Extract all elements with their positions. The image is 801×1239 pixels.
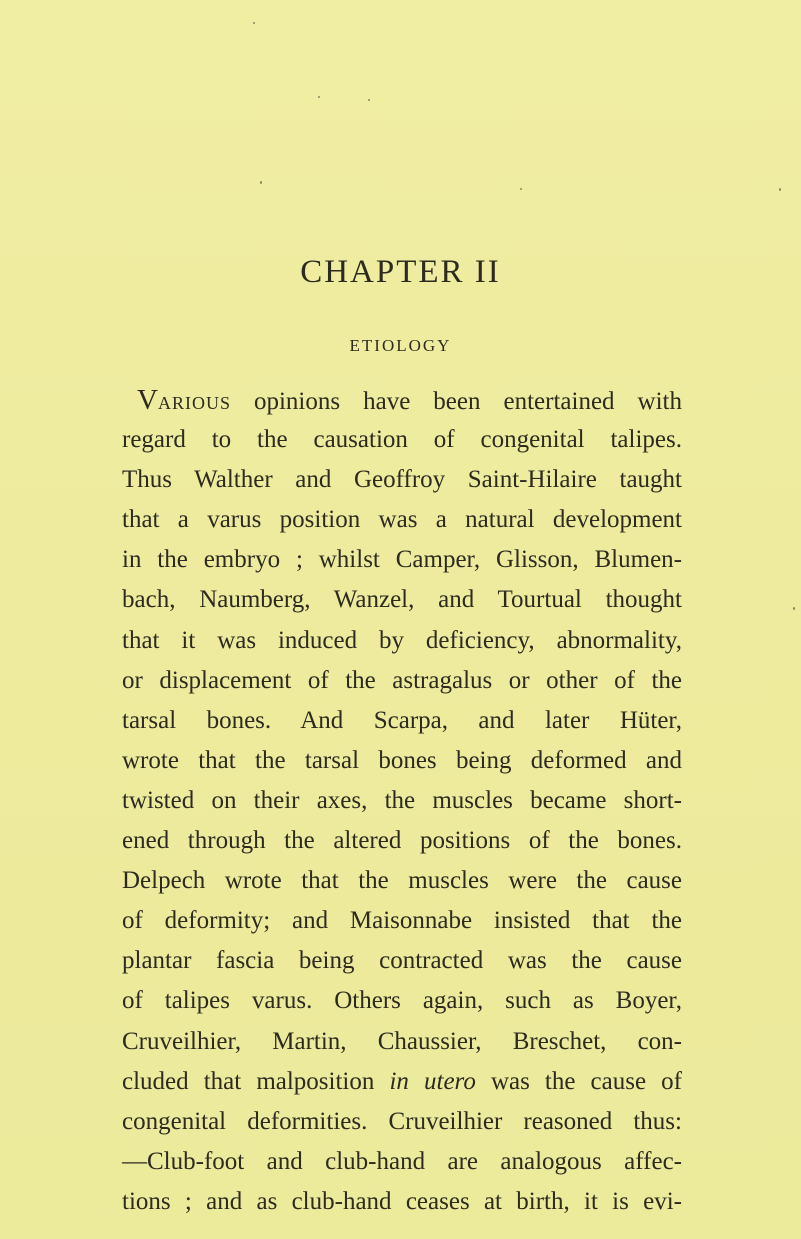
text-line: tions ; and as club-hand ceases at birth, it is evi- — [122, 1187, 682, 1215]
text-line: Delpech wrote that the muscles were the cause — [122, 867, 682, 895]
text-line: tarsal bones. And Scarpa, and later Hüter, — [122, 706, 682, 734]
paper-speck — [779, 188, 781, 191]
section-title: ETIOLOGY — [349, 336, 452, 355]
text-line: regard to the causation of congenital talipes. — [122, 426, 682, 454]
paper-speck — [318, 96, 320, 98]
text-line: of talipes varus. Others again, such as Boyer, — [122, 987, 682, 1015]
paper-speck — [253, 22, 255, 24]
chapter-heading: CHAPTER II — [300, 254, 501, 290]
text-line: ened through the altered positions of the bones. — [122, 827, 682, 855]
paper-speck — [520, 188, 522, 190]
text-line: twisted on their axes, the muscles became short- — [122, 786, 682, 814]
paper-speck — [793, 607, 795, 610]
italic-phrase: in utero — [389, 1067, 476, 1095]
drop-initial: V — [137, 384, 158, 416]
text-line: of deformity; and Maisonnabe insisted that the — [122, 907, 682, 935]
text-line: Cruveilhier, Martin, Chaussier, Breschet, con- — [122, 1027, 682, 1055]
text-line: —Club-foot and club-hand are analogous affec- — [122, 1147, 682, 1175]
text-segment: was the cause of — [475, 1067, 682, 1095]
text-line-rest: opinions have been entertained with — [230, 388, 682, 415]
text-segment: cluded that malposition — [122, 1067, 390, 1095]
paper-speck — [368, 99, 370, 101]
body-text — [122, 380, 682, 1222]
text-line: or displacement of the astragalus or other of the — [122, 666, 682, 694]
text-line: in the embryo ; whilst Camper, Glisson, Blumen- — [122, 546, 682, 574]
text-line: bach, Naumberg, Wanzel, and Tourtual thought — [122, 586, 682, 614]
text-line: congenital deformities. Cruveilhier reasoned thus: — [122, 1107, 682, 1135]
text-line: that it was induced by deficiency, abnormality, — [122, 626, 682, 654]
text-line: Thus Walther and Geoffroy Saint-Hilaire taught — [122, 466, 682, 494]
text-line: that a varus position was a natural development — [122, 506, 682, 534]
text-line: plantar fascia being contracted was the cause — [122, 947, 682, 975]
text-line — [122, 380, 682, 420]
text-line: wrote that the tarsal bones being deformed and — [122, 746, 682, 774]
small-caps-lead: ARIOUS — [157, 393, 231, 413]
paper-speck — [260, 181, 262, 184]
text-line — [122, 1062, 682, 1102]
